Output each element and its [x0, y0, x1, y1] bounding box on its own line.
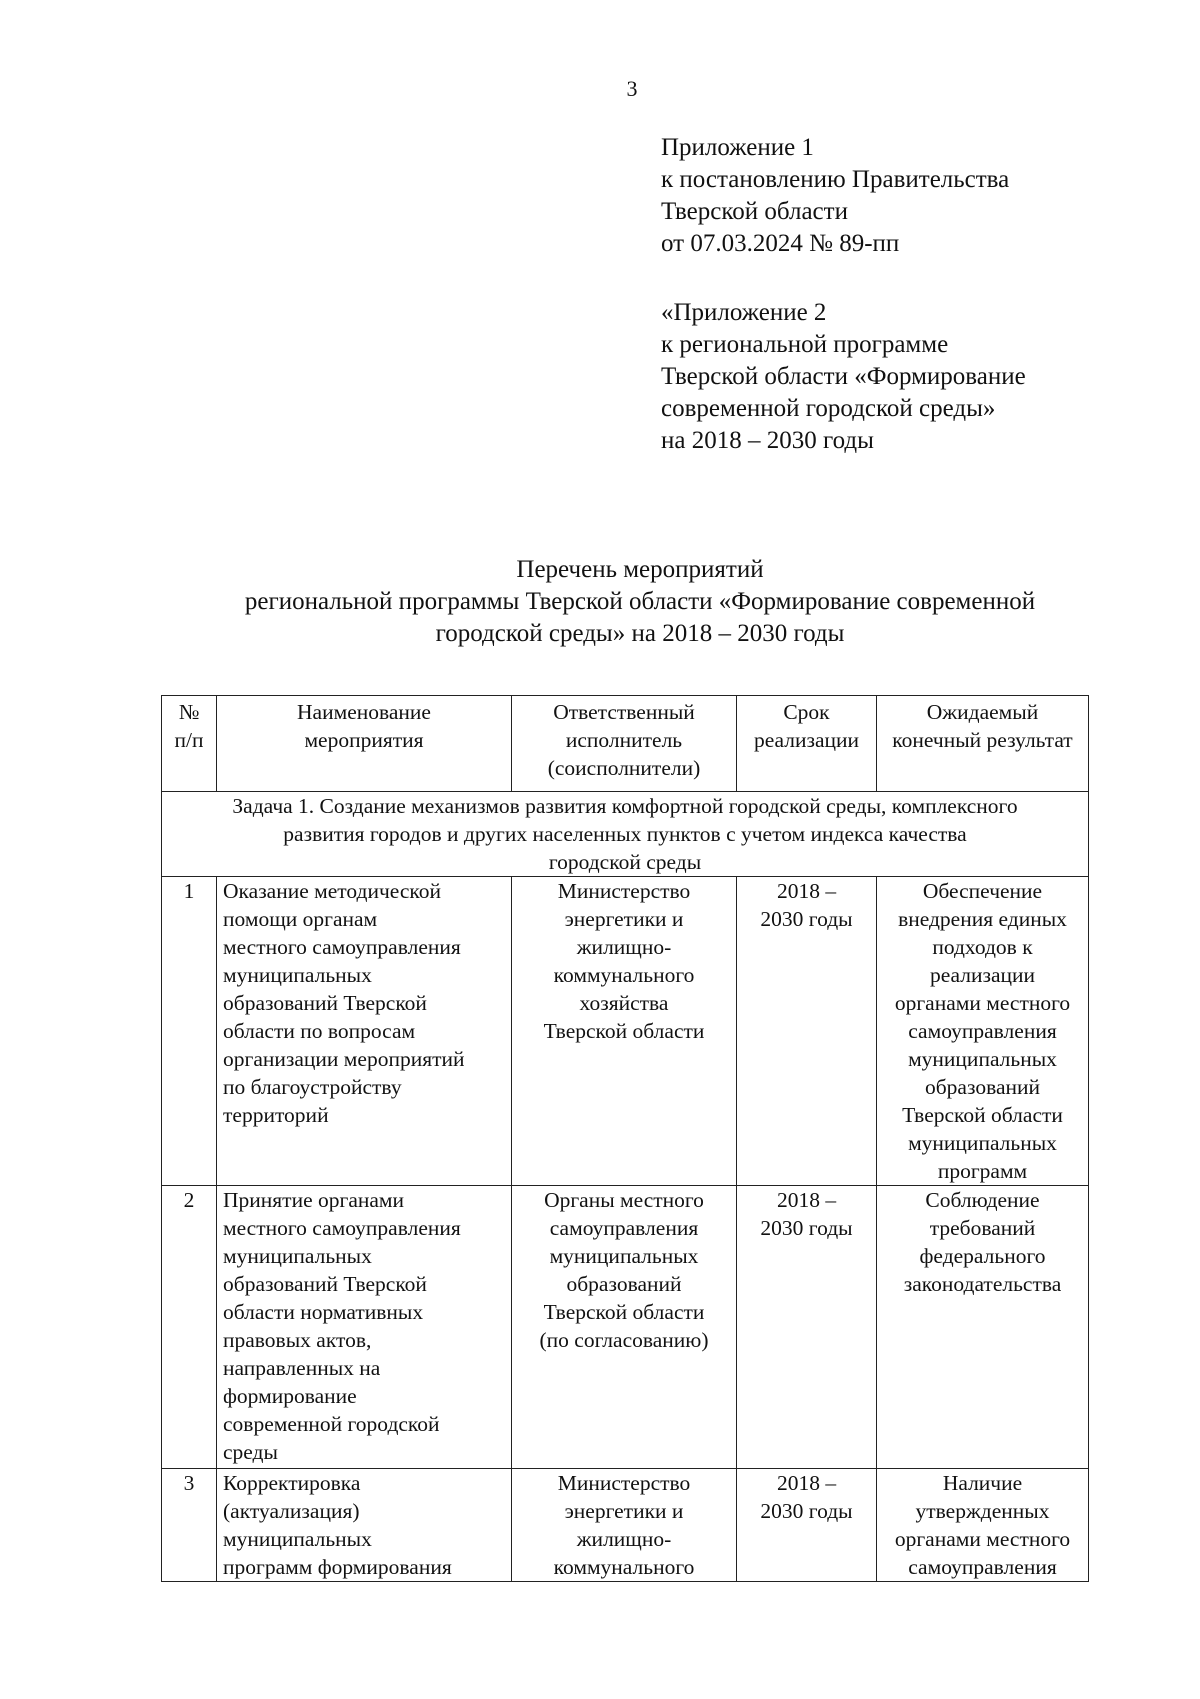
header-line: исполнитель: [565, 728, 683, 752]
cell-line: 2030 годы: [760, 1499, 853, 1523]
appendix-1-line: Приложение 1: [661, 134, 814, 161]
header-line: конечный результат: [892, 728, 1073, 752]
appendix-1-line: к постановлению Правительства: [661, 166, 1010, 193]
cell-line: жилищно-: [576, 935, 672, 959]
cell-line: образований: [566, 1272, 682, 1296]
cell-line: Принятие органами: [223, 1188, 405, 1212]
appendix-2-line: Тверской области «Формирование: [661, 363, 1026, 390]
cell-line: 2018 –: [776, 1188, 837, 1212]
table-row: [162, 877, 1089, 1186]
row-result: [877, 1186, 1089, 1469]
cell-line: Министерство: [557, 1471, 691, 1495]
title-line: Перечень мероприятий: [516, 556, 764, 583]
row-number: 1: [162, 877, 217, 1186]
cell-line: самоуправления: [908, 1019, 1057, 1043]
cell-line: коммунального: [553, 1555, 695, 1579]
task-row: [162, 792, 1089, 877]
cell-line: реализации: [929, 963, 1036, 987]
cell-line: образований Тверской: [223, 1272, 427, 1296]
row-term: [737, 1186, 877, 1469]
row-result: [877, 877, 1089, 1186]
cell-line: жилищно-: [576, 1527, 672, 1551]
cell-line: утвержденных: [915, 1499, 1050, 1523]
cell-line: местного самоуправления: [223, 935, 461, 959]
cell-line: хозяйства: [579, 991, 669, 1015]
table-row: [162, 1186, 1089, 1469]
appendix-2-line: «Приложение 2: [661, 299, 827, 326]
cell-line: Тверской области: [902, 1103, 1063, 1127]
appendix-2-block: [661, 297, 1026, 457]
task-cell: [162, 792, 1089, 877]
cell-line: местного самоуправления: [223, 1216, 461, 1240]
row-name: [217, 1469, 512, 1582]
cell-line: направленных на: [223, 1356, 381, 1380]
header-name: [217, 696, 512, 792]
cell-line: Тверской области: [543, 1019, 705, 1043]
cell-line: муниципальных: [223, 963, 372, 987]
row-result: [877, 1469, 1089, 1582]
header-line: Наименование: [297, 700, 431, 724]
cell-line: 2018 –: [776, 1471, 837, 1495]
events-table: [161, 695, 1089, 1582]
row-number: 3: [162, 1469, 217, 1582]
appendix-2-line: на 2018 – 2030 годы: [661, 427, 874, 454]
cell-line: муниципальных: [223, 1244, 372, 1268]
row-executor: [512, 1469, 737, 1582]
header-line: (соисполнители): [547, 756, 701, 780]
cell-line: образований Тверской: [223, 991, 427, 1015]
cell-line: правовых актов,: [223, 1328, 372, 1352]
cell-line: среды: [223, 1440, 278, 1464]
page-number: 3: [626, 76, 638, 101]
cell-line: муниципальных: [223, 1527, 372, 1551]
cell-line: самоуправления: [549, 1216, 699, 1240]
cell-line: Соблюдение: [925, 1188, 1040, 1212]
cell-line: энергетики и: [564, 907, 684, 931]
cell-line: Министерство: [557, 879, 691, 903]
cell-line: Органы местного: [544, 1188, 704, 1212]
cell-line: образований: [924, 1075, 1041, 1099]
task-line: развития городов и других населенных пунктов с учетом индекса качества: [283, 822, 967, 846]
cell-line: энергетики и: [564, 1499, 684, 1523]
row-term: [737, 877, 877, 1186]
appendix-2-line: современной городской среды»: [661, 395, 996, 422]
document-title: [100, 554, 1180, 650]
header-number: [162, 696, 217, 792]
header-line: Ожидаемый: [926, 700, 1039, 724]
cell-line: законодательства: [903, 1272, 1062, 1296]
title-line: городской среды» на 2018 – 2030 годы: [435, 620, 845, 647]
cell-line: самоуправления: [908, 1555, 1057, 1579]
header-line: реализации: [753, 728, 860, 752]
title-line: региональной программы Тверской области «Формирование современной: [244, 588, 1036, 615]
cell-line: области нормативных: [223, 1300, 424, 1324]
cell-line: программ: [937, 1159, 1028, 1183]
cell-line: коммунального: [553, 963, 695, 987]
cell-line: органами местного: [894, 991, 1071, 1015]
cell-line: органами местного: [894, 1527, 1071, 1551]
cell-line: внедрения единых: [898, 907, 1067, 931]
cell-line: подходов к: [932, 935, 1033, 959]
cell-line: 2030 годы: [760, 1216, 853, 1240]
appendix-1-line: Тверской области: [661, 198, 848, 225]
header-result: [877, 696, 1089, 792]
header-line: мероприятия: [304, 728, 424, 752]
appendix-1-line: от 07.03.2024 № 89-пп: [661, 230, 900, 257]
task-line: Задача 1. Создание механизмов развития комфортной городской среды, комплексного: [232, 794, 1018, 818]
cell-line: области по вопросам: [223, 1019, 416, 1043]
cell-line: Наличие: [942, 1471, 1023, 1495]
cell-line: (по согласованию): [539, 1328, 709, 1352]
cell-line: Оказание методической: [223, 879, 442, 903]
cell-line: Обеспечение: [922, 879, 1043, 903]
table-header-row: [162, 696, 1089, 792]
row-name: [217, 877, 512, 1186]
cell-line: (актуализация): [223, 1499, 360, 1523]
cell-line: 2018 –: [776, 879, 837, 903]
appendix-1-block: [661, 132, 1009, 260]
cell-line: территорий: [223, 1103, 329, 1127]
row-executor: [512, 877, 737, 1186]
cell-line: организации мероприятий: [223, 1047, 465, 1071]
header-term: [737, 696, 877, 792]
cell-line: современной городской: [223, 1412, 440, 1436]
cell-line: требований: [929, 1216, 1036, 1240]
header-executor: [512, 696, 737, 792]
appendix-2-line: к региональной программе: [661, 331, 949, 358]
cell-line: федерального: [919, 1244, 1046, 1268]
row-name: [217, 1186, 512, 1469]
row-executor: [512, 1186, 737, 1469]
cell-line: 2030 годы: [760, 907, 853, 931]
header-line: Срок: [783, 700, 830, 724]
cell-line: Тверской области: [543, 1300, 705, 1324]
cell-line: муниципальных: [908, 1047, 1057, 1071]
header-line: №: [178, 700, 200, 724]
cell-line: по благоустройству: [223, 1075, 402, 1099]
table-row: [162, 1469, 1089, 1582]
cell-line: помощи органам: [223, 907, 378, 931]
cell-line: муниципальных: [908, 1131, 1057, 1155]
cell-line: муниципальных: [549, 1244, 699, 1268]
cell-line: Корректировка: [223, 1471, 361, 1495]
cell-line: формирование: [223, 1384, 357, 1408]
header-line: п/п: [174, 728, 204, 752]
task-line: городской среды: [548, 850, 702, 874]
header-line: Ответственный: [553, 700, 695, 724]
row-term: [737, 1469, 877, 1582]
cell-line: программ формирования: [223, 1555, 452, 1579]
row-number: 2: [162, 1186, 217, 1469]
